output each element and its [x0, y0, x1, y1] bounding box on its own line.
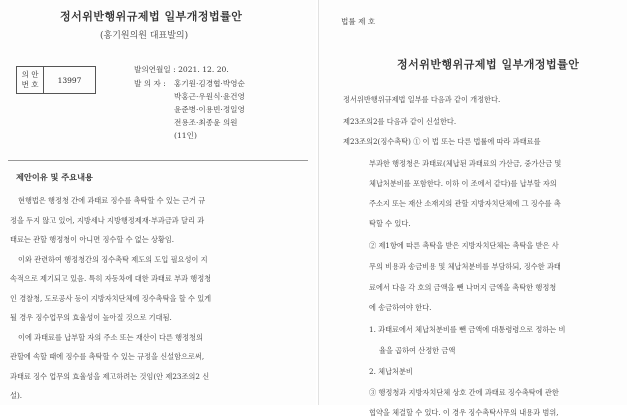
section-heading: 제안이유 및 주요내용	[16, 172, 93, 182]
amendment-text-line: 체납처분비를 포함한다. 이하 이 조에서 같다)를 납부할 자의	[369, 179, 557, 188]
amendment-text-line: 2. 체납처분비	[369, 367, 413, 376]
proposal-text-line: 이와 관련하여 행정청간의 징수촉탁 제도의 도입 필요성이 지	[18, 254, 208, 264]
proposal-text-line: 정을 두지 않고 있어, 지방세나 지방행정제재·부과금과 달리 과	[10, 215, 205, 225]
proposer-line: 윤준병·이용빈·정일영	[174, 105, 245, 114]
bill-number-box	[16, 66, 96, 94]
bill-number: 13997	[57, 75, 82, 85]
amendment-text-line: 료에서 다음 각 호의 금액을 뺀 나머지 금액을 촉탁한 행정청	[369, 283, 557, 292]
amendment-text-line: 제23조의2를 다음과 같이 신설한다.	[343, 117, 457, 126]
amendment-text-line: 율을 곱하여 산정한 금액	[379, 346, 456, 355]
proposal-text-line: 될 경우 징수업무의 효율성이 높아질 것으로 기대됨.	[10, 313, 172, 322]
proposer-line: 전용조·최종윤 의원	[174, 118, 238, 127]
proposer-line: 박홍근·우원식·윤건영	[174, 92, 245, 101]
amendment-title: 정서위반행위규제법 일부개정법률안	[397, 58, 580, 71]
amendment-text-line: 탁할 수 있다.	[369, 219, 411, 228]
amendment-text-line: 제23조의2(징수촉탁) ① 이 법 또는 다른 법률에 따라 과태료를	[343, 137, 541, 146]
amendment-text-line: ③ 행정청과 지방자치단체 상호 간에 과태료 징수촉탁에 관한	[369, 388, 559, 397]
amendment-text-line: 에 송금하여야 한다.	[369, 303, 432, 312]
proposal-text-line: 현행법은 행정청 간에 과태료 징수를 촉탁할 수 있는 근거 규	[18, 196, 206, 205]
divider	[8, 160, 308, 161]
proposal-text-line: 설).	[10, 391, 23, 400]
proposal-text-line: 이에 과태료를 납부할 자의 주소 또는 재산이 다른 행정청의	[18, 332, 203, 342]
bill-text-page	[318, 0, 627, 417]
bill-title: 정서위반행위규제법 일부개정법률안	[60, 10, 243, 23]
law-number-header: 법률 제 호	[341, 17, 376, 26]
proposal-text-line: 과태료 징수 업무의 효율성을 제고하려는 것임(안 제23조의2 신	[10, 371, 210, 381]
proposer-label: 발 의 자 :	[134, 79, 166, 88]
proposer-line: 홍기원·김경협·박영순	[174, 79, 245, 88]
bill-label-line1: 의 안	[21, 70, 39, 79]
amendment-text-line: 주소지 또는 재산 소재지의 관할 지방자치단체에 그 징수를 촉	[369, 199, 561, 208]
proposal-text-line: 태료는 관할 행정청이 아니면 징수할 수 없는 상황임.	[10, 235, 175, 244]
bill-number-label	[17, 67, 44, 93]
bill-subtitle: (홍기원의원 대표발의)	[100, 31, 189, 41]
amendment-text-line: 무의 비용과 송금비용 및 체납처분비를 부담하되, 징수한 과태	[369, 262, 561, 271]
bill-cover-page	[0, 0, 316, 405]
amendment-text-line: 협약을 체결할 수 있다. 이 경우 징수촉탁사무의 내용과 범위,	[369, 408, 559, 417]
proposal-date: 발의연월일 : 2021. 12. 20.	[134, 65, 229, 74]
proposal-text-line: 인 경찰청, 도로공사 등이 지방자치단체에 징수촉탁을 할 수 있게	[10, 293, 212, 303]
proposer-line: (11인)	[174, 131, 197, 140]
proposal-text-line: 관할에 속할 때에 징수를 촉탁할 수 있는 규정을 신설함으로써,	[10, 352, 205, 361]
bill-label-line2: 번 호	[21, 80, 39, 89]
proposal-text-line: 속적으로 제기되고 있음. 특히 자동차에 대한 과태료 부과 행정청	[10, 274, 212, 283]
amendment-text-line: 1. 과태료에서 체납처분비를 뺀 금액에 대통령령으로 정하는 비	[369, 325, 566, 334]
amendment-text-line: 정서위반행위규제법 일부를 다음과 같이 개정한다.	[343, 95, 501, 104]
amendment-text-line: ② 제1항에 따른 촉탁을 받은 지방자치단체는 촉탁을 받은 사	[369, 241, 559, 250]
amendment-text-line: 부과한 행정청은 과태료(체납된 과태료의 가산금, 중가산금 및	[369, 159, 562, 168]
